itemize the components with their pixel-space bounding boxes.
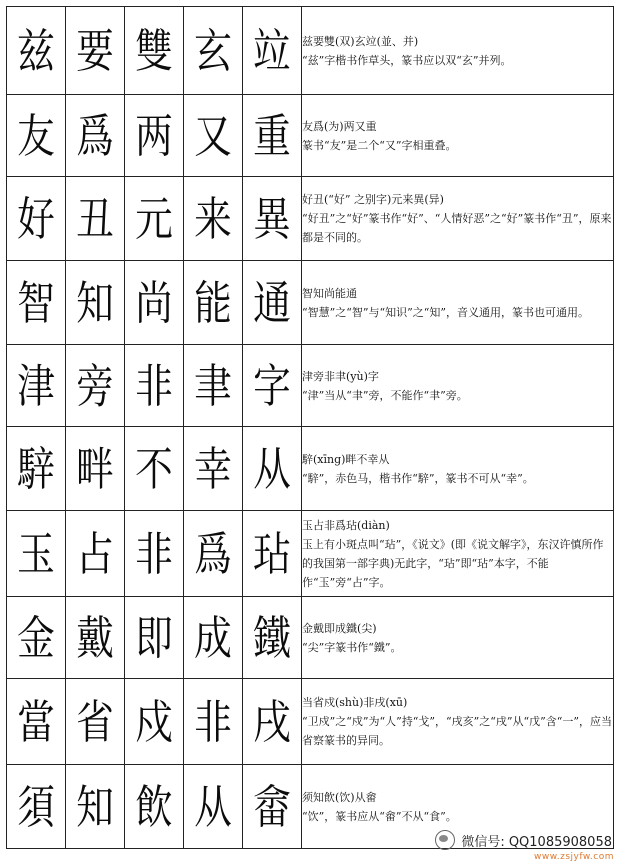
note-explanation: “騂”，赤色马，楷书作“騂”，篆书不可从“幸”。 [302,471,534,485]
table-row [7,427,614,511]
seal-cell [125,345,184,427]
seal-cell [243,765,302,849]
seal-character: 知 [76,779,114,834]
seal-character: 非 [135,358,173,413]
seal-character: 非 [194,694,232,749]
seal-character: 幸 [194,441,232,496]
seal-character: 知 [76,275,114,330]
seal-cell [243,597,302,679]
seal-character: 即 [135,610,173,665]
seal-cell [243,95,302,177]
seal-cell [125,597,184,679]
seal-character: 智 [17,275,55,330]
seal-character: 从 [194,779,232,834]
note-cell [302,261,614,345]
note-heading: 兹要雙(双)玄竝(並、并) [302,34,419,48]
seal-cell [125,765,184,849]
note-heading: 智知尚能通 [302,286,357,300]
seal-character: 非 [135,526,173,581]
seal-cell [7,95,66,177]
table-row [7,261,614,345]
seal-character: 兹 [17,23,55,78]
seal-cell [243,177,302,261]
note-heading: 须知飲(饮)从畲 [302,790,377,804]
seal-cell [125,427,184,511]
note-heading: 金戴即成鐵(尖) [302,621,377,635]
note-cell [302,511,614,597]
note-cell [302,679,614,765]
seal-character: 重 [253,108,291,163]
seal-cell [184,177,243,261]
seal-character: 畲 [253,779,291,834]
seal-character: 鐵 [253,610,291,665]
table-row [7,177,614,261]
note-cell [302,597,614,679]
seal-cell [243,427,302,511]
seal-cell [125,7,184,95]
seal-cell [7,511,66,597]
note-cell [302,177,614,261]
seal-cell [7,765,66,849]
note-explanation: 玉上有小斑点叫“玷”，《说文》(即《说文解字》，东汉许慎所作的我国第一部字典)无此字，“玷”即“玷”本字，不能作“玉”旁“占”字。 [302,537,604,589]
seal-character: 尚 [135,275,173,330]
note-explanation: “卫戍”之“戍”为“人”持“戈”，“戌亥”之“戌”从“戊”含“一”，应当省察篆书的异同。 [302,715,612,747]
seal-cell [125,679,184,765]
seal-character: 玉 [17,526,55,581]
seal-cell [7,679,66,765]
seal-cell [66,427,125,511]
seal-character: 来 [194,191,232,246]
seal-cell [125,177,184,261]
seal-cell [125,95,184,177]
note-heading: 騂(xīng)畔不幸从 [302,452,390,466]
site-watermark: www.zsjyfw.com [534,852,614,862]
seal-character: 又 [194,108,232,163]
seal-cell [184,345,243,427]
seal-cell [184,7,243,95]
watermark [435,830,612,850]
seal-character: 玷 [253,526,291,581]
seal-character: 聿 [194,358,232,413]
seal-cell [184,427,243,511]
seal-character: 元 [135,191,173,246]
seal-cell [184,597,243,679]
seal-character: 畔 [76,441,114,496]
seal-cell [7,427,66,511]
seal-character: 騂 [17,441,55,496]
seal-character: 飲 [135,779,173,834]
seal-cell [243,345,302,427]
seal-cell [66,95,125,177]
seal-cell [7,7,66,95]
note-heading: 津旁非聿(yù)字 [302,369,379,383]
seal-cell [66,7,125,95]
seal-character: 能 [194,275,232,330]
seal-character: 竝 [253,23,291,78]
seal-character: 两 [135,108,173,163]
note-cell [302,427,614,511]
seal-character: 戴 [76,610,114,665]
seal-cell [184,679,243,765]
table-row [7,95,614,177]
seal-character: 字 [253,358,291,413]
table-row [7,511,614,597]
note-heading: 当省戍(shù)非戌(xū) [302,696,408,709]
seal-character: 津 [17,358,55,413]
seal-cell [66,345,125,427]
seal-cell [7,177,66,261]
seal-cell [7,261,66,345]
seal-cell [243,7,302,95]
seal-cell [184,95,243,177]
note-explanation: “兹”字楷书作草头，篆书应以双“玄”并列。 [302,53,512,67]
note-explanation: “津”当从“聿”旁，不能作“聿”旁。 [302,388,468,402]
seal-character: 玄 [194,23,232,78]
seal-character: 从 [253,441,291,496]
seal-character: 爲 [194,526,232,581]
seal-character: 爲 [76,108,114,163]
note-heading: 友爲(为)两又重 [302,119,377,133]
wechat-icon [435,830,455,850]
note-heading: 好丑(“好” 之别字)元来異(异) [302,193,444,206]
note-explanation: “智慧”之“智”与“知识”之“知”，音义通用，篆书也可通用。 [302,305,589,319]
seal-character: 金 [17,610,55,665]
table-row [7,679,614,765]
seal-character: 友 [17,108,55,163]
seal-cell [66,177,125,261]
seal-character: 省 [76,694,114,749]
note-cell [302,7,614,95]
watermark-text: 微信号: QQ1085908058 [461,834,612,850]
note-heading: 玉占非爲玷(diàn) [302,518,390,532]
seal-character: 丑 [76,191,114,246]
seal-cell [184,261,243,345]
seal-cell [66,679,125,765]
seal-character: 成 [194,610,232,665]
seal-character: 占 [76,526,114,581]
seal-character: 戍 [135,694,173,749]
seal-character: 不 [135,441,173,496]
table-row [7,7,614,95]
seal-character: 通 [253,275,291,330]
seal-cell [66,597,125,679]
seal-character: 好 [17,191,55,246]
seal-cell [7,345,66,427]
note-cell [302,95,614,177]
seal-character: 要 [76,23,114,78]
seal-cell [125,261,184,345]
seal-cell [243,511,302,597]
seal-character: 須 [17,779,55,834]
character-table [6,6,614,849]
table-row [7,597,614,679]
seal-character: 異 [253,191,291,246]
seal-cell [243,261,302,345]
seal-character: 戌 [253,694,291,749]
note-cell [302,345,614,427]
seal-cell [66,511,125,597]
table-row [7,345,614,427]
seal-character: 旁 [76,358,114,413]
note-explanation: 篆书“友”是二个“又”字相重叠。 [302,138,457,152]
note-explanation: “尖”字篆书作“鐵”。 [302,640,402,654]
seal-cell [125,511,184,597]
seal-cell [66,261,125,345]
note-explanation: “好丑”之“好”篆书作“好”、“人情好恶”之“好”篆书作“丑”，原来都是不同的。 [302,212,612,244]
note-explanation: “饮”，篆书应从“畲”不从“食”。 [302,809,457,823]
seal-cell [184,511,243,597]
seal-cell [243,679,302,765]
seal-cell [66,765,125,849]
seal-character: 當 [17,694,55,749]
seal-character: 雙 [135,23,173,78]
seal-cell [7,597,66,679]
seal-cell [184,765,243,849]
